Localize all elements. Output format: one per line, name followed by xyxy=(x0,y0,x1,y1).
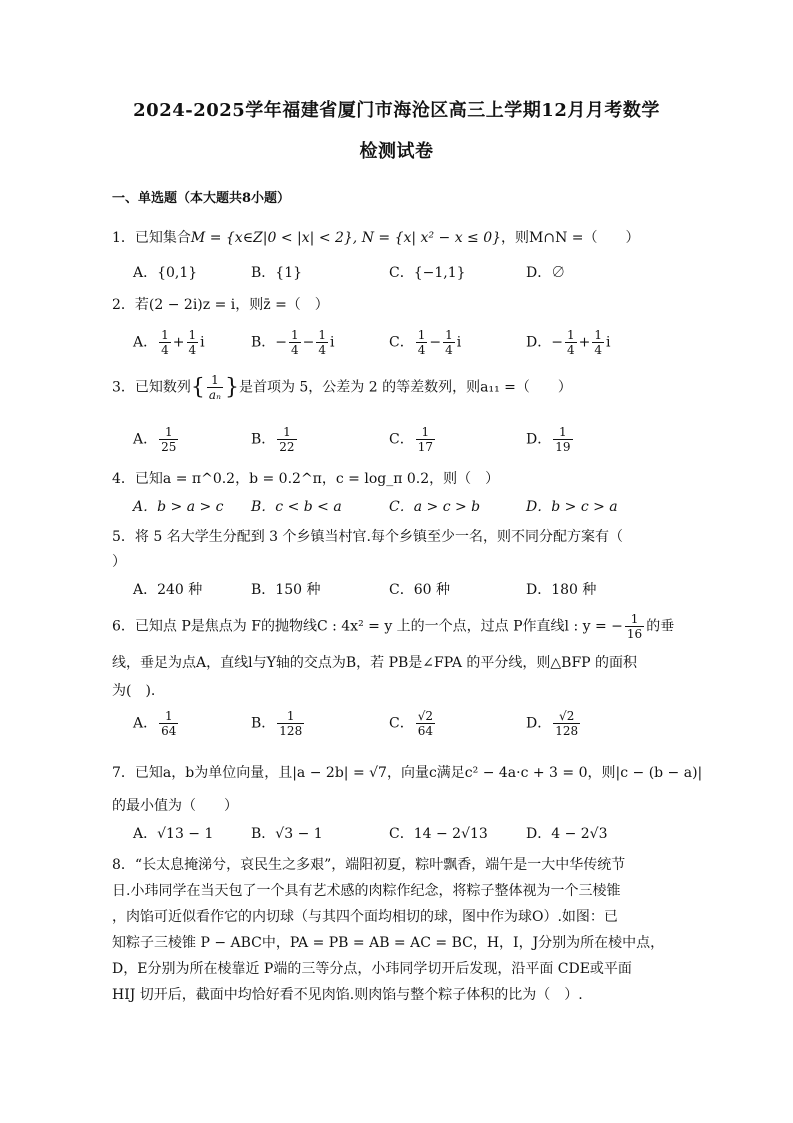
option-b: B．√3 − 1 xyxy=(251,826,323,842)
question-3-options xyxy=(133,425,673,457)
option-d: D．b > c > a xyxy=(526,499,618,515)
question-8-line: ，肉馅可近似看作它的内切球（与其四个面均相切的球，图中作为球O）.如图：已 xyxy=(112,909,618,925)
option-c: C． $\frac{1}{4}$ − $\frac{1}{4}$ i xyxy=(389,328,462,357)
option-d: D．180 种 xyxy=(526,582,597,598)
question-1-math: M = {x∈Z|0 < |x| < 2}, N = {x| x² − x ≤ 0} xyxy=(190,230,502,246)
question-6: 6．已知点 P是焦点为 F的抛物线C : 4x² = y 上的一个点，过点 P作直线l : y = − $\frac{1}{16}$ 的垂 xyxy=(112,612,675,641)
question-8 xyxy=(112,852,684,1008)
option-a: A．240 种 xyxy=(133,582,203,598)
option-d: D． $\frac{1}{19}$ xyxy=(526,425,571,454)
question-5-line2: ） xyxy=(112,554,126,570)
option-b: B．{1} xyxy=(251,265,303,281)
option-a: A． $\frac{1}{64}$ xyxy=(133,709,177,738)
question-3: 3．已知数列{ $\frac{1}{\text{aₙ}}$ }是首项为 5，公差为 2 的等差数列，则a₁₁ =（ ） xyxy=(112,373,572,402)
option-c: C．a > c > b xyxy=(389,499,481,515)
question-8-line: D，E分别为所在棱靠近 P端的三等分点，小玮同学切开后发现，沿平面 CDE或平面 xyxy=(112,961,632,977)
option-b: B． $\frac{1}{128}$ xyxy=(251,709,303,738)
option-b: B． $\frac{1}{22}$ xyxy=(251,425,295,454)
option-a: A．√13 − 1 xyxy=(133,826,214,842)
option-c: C． $\frac{1}{17}$ xyxy=(389,425,433,454)
question-7-options xyxy=(133,823,673,847)
question-1-prefix: 1．已知集合 xyxy=(112,230,191,246)
option-b: B．c < b < a xyxy=(251,499,342,515)
question-8-line: 知粽子三棱锥 P − ABC中，PA = PB = AB = AC = BC，H，I，J分别为所在棱中点， xyxy=(112,935,665,951)
question-7-line2: 的最小值为（ ） xyxy=(112,798,238,814)
option-b: B．150 种 xyxy=(251,582,321,598)
option-c: C．14 − 2√13 xyxy=(389,826,488,842)
option-b: B．− $\frac{1}{4}$ − $\frac{1}{4}$ i xyxy=(251,328,335,357)
question-8-line: HIJ 切开后，截面中均恰好看不见肉馅.则肉馅与整个粽子体积的比为（ ）. xyxy=(112,987,583,1003)
option-c: C．{−1,1} xyxy=(389,265,466,281)
question-6-line2: 线，垂足为点A，直线l与Y轴的交点为B，若 PB是∠FPA 的平分线，则△BFP 的面积 xyxy=(112,655,638,671)
page-title-line2: 检测试卷 xyxy=(359,141,434,162)
option-d: D．4 − 2√3 xyxy=(526,826,608,842)
question-7: 7．已知a，b为单位向量，且|a − 2b| = √7，向量c满足c² − 4a·c + 3 = 0，则|c − (b − a)| xyxy=(112,765,703,781)
question-5-options xyxy=(133,579,673,603)
question-8-line: 日.小玮同学在当天包了一个具有艺术感的肉粽作纪念，将粽子整体视为一个三棱锥 xyxy=(112,883,621,899)
option-c: C． $\frac{√2}{64}$ xyxy=(389,709,433,738)
question-4-options xyxy=(133,496,673,520)
option-d: D． $\frac{√2}{128}$ xyxy=(526,709,579,738)
question-5: 5．将 5 名大学生分配到 3 个乡镇当村官.每个乡镇至少一名，则不同分配方案有（ xyxy=(112,529,623,545)
option-a: A． $\frac{1}{4}$ + $\frac{1}{4}$ i xyxy=(133,328,205,357)
option-d: D．− $\frac{1}{4}$ + $\frac{1}{4}$ i xyxy=(526,328,611,357)
question-6-options xyxy=(133,709,673,743)
question-2: 2．若(2 − 2i)z = i，则z̄ =（ ） xyxy=(112,297,329,313)
question-1-suffix: ，则M∩N =（ ） xyxy=(501,230,640,246)
option-a: A．{0,1} xyxy=(133,265,198,281)
option-a: A．b > a > c xyxy=(133,499,224,515)
question-4: 4．已知a = π^0.2，b = 0.2^π，c = log_π 0.2，则（ ） xyxy=(112,471,500,487)
question-1 xyxy=(112,227,640,247)
option-a: A． $\frac{1}{25}$ xyxy=(133,425,177,454)
question-6-line3: 为( ). xyxy=(112,683,156,699)
question-1-options xyxy=(133,262,673,286)
question-2-options xyxy=(133,328,673,358)
question-8-line: 8．“长太息掩涕兮，哀民生之多艰”，端阳初夏，粽叶飘香，端午是一大中华传统节 xyxy=(112,857,626,873)
page-title: 2024-2025学年福建省厦门市海沧区高三上学期12月月考数学 xyxy=(133,100,660,121)
option-d: D．∅ xyxy=(526,265,566,281)
section-heading: 一、单选题（本大题共8小题） xyxy=(112,191,291,206)
option-c: C．60 种 xyxy=(389,582,450,598)
